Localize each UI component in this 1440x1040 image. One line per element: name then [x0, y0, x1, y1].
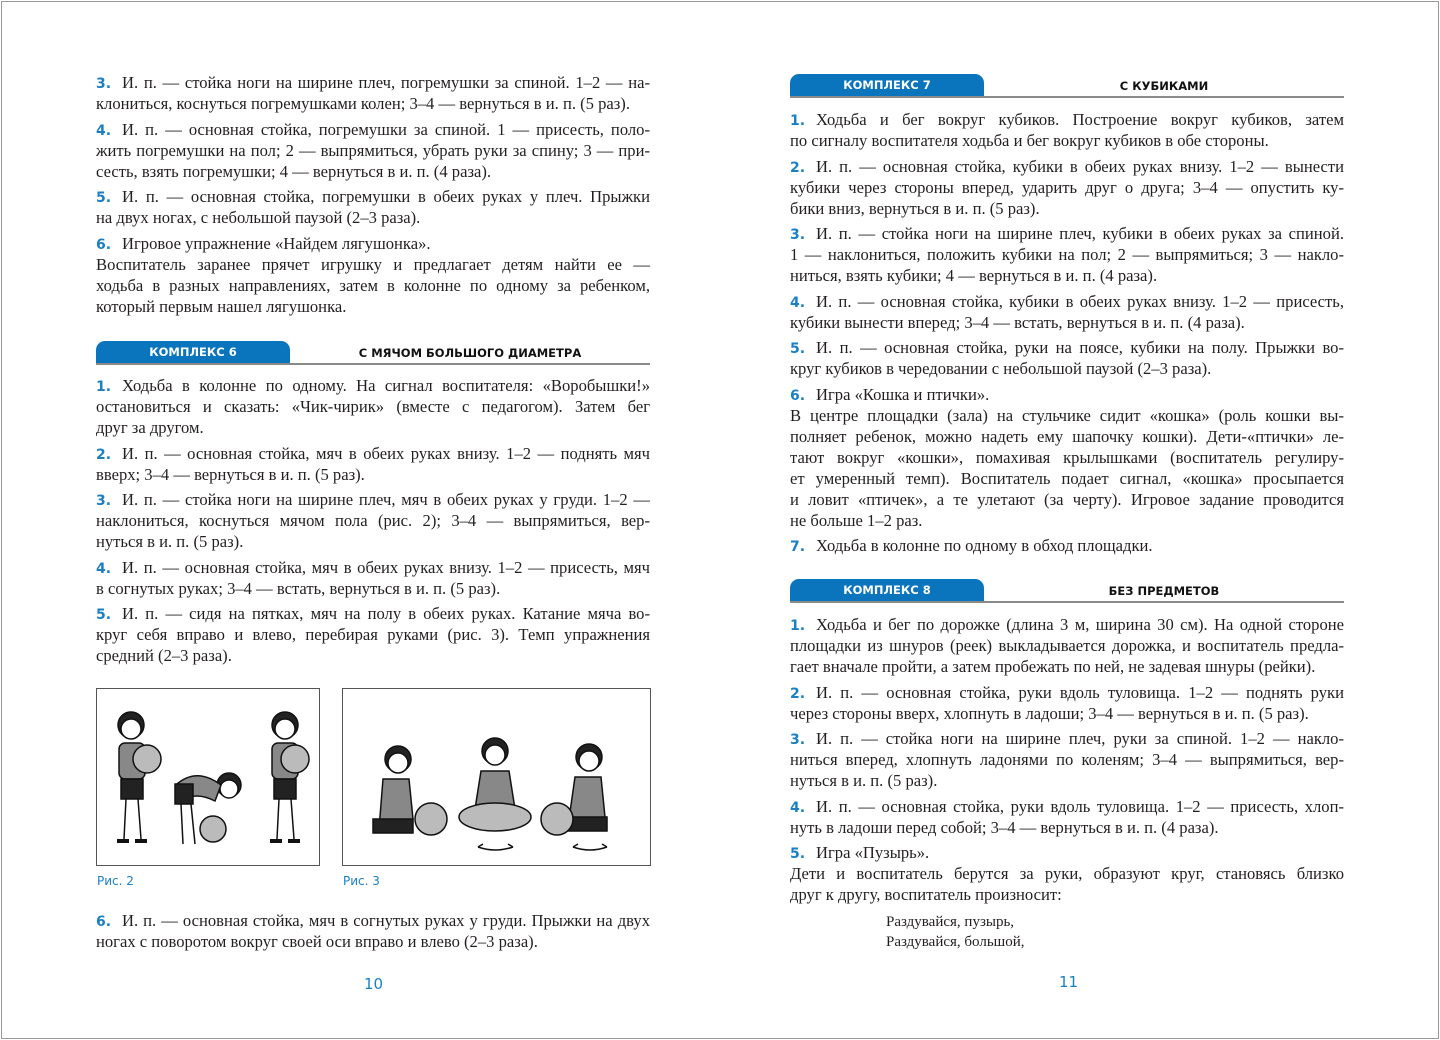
text-line: Воспитатель заранее прячет игрушку и предлагает детям найти ее — — [96, 254, 650, 274]
exercise-item — [96, 233, 650, 254]
text-line: ниться, взять кубики; 4 — вернуться в и. п. (4 раза). — [790, 266, 1158, 285]
text-line: 6. Игра «Кошка и птички». — [790, 384, 1344, 405]
complex-6-header — [96, 341, 650, 365]
text-line: наклониться, коснуться мячом пола (рис. 2); 3–4 — выпрямиться, вер- — [96, 511, 650, 530]
text-line: 2. И. п. — основная стойка, кубики в обеих руках внизу. 1–2 — вынести — [790, 156, 1344, 177]
text-line: жить погремушки на пол; 2 — выпрямиться, убрать руки за спину; 3 — при- — [96, 140, 650, 160]
exercise-item — [96, 489, 650, 552]
exercise-item — [790, 842, 1344, 863]
exercise-item — [96, 443, 650, 485]
text-line: ходьба в разных направлениях, затем в колонне по одному за ребенком, — [96, 275, 650, 295]
exercise-number: 6. — [790, 387, 806, 404]
text-line: бики вниз, вернуться в и. п. (5 раз). — [790, 198, 1040, 218]
text-line: Дети и воспитатель берутся за руки, образуют круг, становясь близко — [790, 864, 1344, 883]
text-line: ногах с поворотом вокруг своей оси вправо и влево (2–3 раза). — [96, 932, 538, 951]
exercise-number: 5. — [96, 607, 112, 623]
exercise-item — [790, 614, 1344, 677]
exercise-item — [790, 728, 1344, 791]
text-line: нуться в и. п. (5 раз). — [790, 771, 938, 790]
text-line: 4. И. п. — основная стойка, кубики в обеих руках внизу. 1–2 — присесть, — [790, 291, 1344, 312]
exercise-number: 3. — [96, 493, 112, 509]
text-line: друг к другу, воспитатель произносит: — [790, 885, 1062, 904]
text-line: нуться в и. п. (5 раз). — [96, 532, 244, 551]
paragraph — [96, 254, 650, 317]
exercise-item — [790, 535, 1344, 556]
text-line: 3. И. п. — стойка ноги на ширине плеч, кубики в обеих руках за спиной. — [790, 223, 1344, 244]
exercise-number: 4. — [790, 799, 806, 816]
text-line: через стороны вверх, хлопнуть в ладоши; 3–4 — вернуться в и. п. (5 раз). — [790, 703, 1309, 723]
exercise-item — [790, 291, 1344, 333]
text-line: 2. И. п. — основная стойка, мяч в обеих руках внизу. 1–2 — поднять мяч — [96, 443, 650, 464]
exercise-number: 1. — [790, 113, 806, 129]
page-number-right: 11 — [1059, 973, 1079, 991]
exercise-item — [96, 603, 650, 666]
exercise-item — [790, 156, 1344, 219]
exercise-number: 2. — [790, 159, 806, 176]
figure-3 — [342, 688, 651, 866]
complex-6-exercises — [96, 375, 650, 671]
text-line: площадки из шнуров (реек) выкладывается дорожка, и воспитатель предла- — [790, 636, 1344, 655]
exercise-item — [790, 337, 1344, 379]
complex-7-header — [790, 74, 1344, 98]
text-line: гает вначале пройти, а затем пробежать по ней, не задевая шнуры (рейки). — [790, 657, 1316, 676]
text-line: 6. И. п. — основная стойка, мяч в согнутых руках у груди. Прыжки на двух — [96, 910, 650, 931]
left-exercises-continued — [96, 72, 650, 321]
text-line: 5. И. п. — основная стойка, погремушки в обеих руках у плеч. Прыжки — [96, 186, 650, 207]
text-line: который первым нашел лягушонка. — [96, 296, 347, 316]
exercise-number: 4. — [96, 122, 112, 139]
exercise-number: 7. — [790, 539, 806, 555]
text-line: 4. И. п. — основная стойка, мяч в обеих руках внизу. 1–2 — присесть, мяч — [96, 557, 650, 578]
poem-line: Раздувайся, большой, — [886, 934, 1025, 950]
exercise-number: 6. — [96, 914, 112, 930]
text-line: клониться, коснуться погремушками колен; 3–4 — вернуться в и. п. (5 раз). — [96, 94, 630, 113]
text-line: сесть, взять погремушки; 4 — вернуться в и. п. (4 раза). — [96, 161, 492, 181]
complex-6-title: С МЯЧОМ БОЛЬШОГО ДИАМЕТРА — [358, 346, 582, 360]
exercise-number: 3. — [790, 227, 806, 243]
exercise-item — [790, 796, 1344, 838]
text-line: на двух ногах, с небольшой паузой (2–3 раза). — [96, 208, 421, 227]
complex-8-exercises — [790, 614, 1344, 910]
text-line: круг себя вправо и влево, перебирая руками (рис. 3). Темп упражнения — [96, 625, 650, 644]
text-line: 5. И. п. — сидя на пятках, мяч на полу в обеих руках. Катание мяча во- — [96, 603, 650, 624]
text-line: тают вокруг «кошки», помахивая крылышками (воспитатель регулиру- — [790, 447, 1344, 467]
text-line: по сигналу воспитателя ходьба и бег вокруг кубиков в обе стороны. — [790, 131, 1269, 150]
exercise-item — [96, 72, 650, 114]
figure-3-caption: Рис. 3 — [343, 874, 380, 888]
text-line: и ловит «птичек», а те улетают (за черту). Игровое задание проводится — [790, 489, 1344, 509]
exercise-number: 5. — [790, 846, 806, 862]
exercise-number: 5. — [96, 190, 112, 206]
complex-6-exercise-6 — [96, 910, 650, 957]
exercise-item — [96, 910, 650, 952]
exercise-number: 4. — [790, 294, 806, 311]
paragraph — [790, 405, 1344, 531]
exercise-number: 3. — [96, 76, 112, 92]
exercise-number: 1. — [96, 379, 112, 395]
complex-7-title: С КУБИКАМИ — [1119, 79, 1209, 93]
figure-2 — [96, 688, 320, 866]
complex-7-tab: КОМПЛЕКС 7 — [790, 74, 984, 96]
text-line: 5. Игра «Пузырь». — [790, 842, 1344, 863]
text-line: средний (2–3 раза). — [96, 646, 232, 665]
text-line: ет умеренный темп). Воспитатель подает сигнал, «кошка» просыпается — [790, 468, 1344, 488]
text-line: 1 — наклониться, положить кубики на пол; 2 — выпрямиться; 3 — накло- — [790, 245, 1344, 264]
text-line: в согнутых руках; 3–4 — встать, вернуться в и. п. (5 раз). — [96, 578, 501, 598]
complex-8-tab: КОМПЛЕКС 8 — [790, 579, 984, 601]
text-line: 3. И. п. — стойка ноги на ширине плеч, руки за спиной. 1–2 — накло- — [790, 728, 1344, 749]
text-line: не больше 1–2 раз. — [790, 510, 923, 530]
text-line: кубики через стороны вперед, ударить друг о друга; 3–4 — опустить ку- — [790, 177, 1344, 197]
exercise-item — [790, 223, 1344, 286]
complex-8-title: БЕЗ ПРЕДМЕТОВ — [1108, 584, 1220, 598]
poem-line: Раздувайся, пузырь, — [886, 914, 1015, 930]
complex-7-exercises — [790, 109, 1344, 561]
figure-2-caption: Рис. 2 — [97, 874, 134, 888]
text-line: 1. Ходьба и бег вокруг кубиков. Построение вокруг кубиков, затем — [790, 109, 1344, 130]
exercise-number: 4. — [96, 560, 112, 577]
exercise-item — [96, 119, 650, 182]
exercise-item — [790, 384, 1344, 405]
poem — [886, 912, 1025, 952]
exercise-number: 2. — [96, 446, 112, 463]
text-line: 4. И. п. — основная стойка, руки вдоль туловища. 1–2 — присесть, хлоп- — [790, 796, 1344, 817]
text-line: 6. Игровое упражнение «Найдем лягушонка». — [96, 233, 650, 254]
text-line: ниться вперед, хлопнуть ладонями по коленям; 3–4 — выпрямиться, вер- — [790, 750, 1344, 769]
text-line: 1. Ходьба и бег по дорожке (длина 3 м, ширина 30 см). На одной стороне — [790, 614, 1344, 635]
exercise-item — [96, 375, 650, 438]
complex-8-header — [790, 579, 1344, 603]
exercise-item — [96, 557, 650, 599]
children-bending-with-ball-illustration — [97, 689, 319, 865]
complex-6-tab: КОМПЛЕКС 6 — [96, 341, 290, 363]
text-line: 3. И. п. — стойка ноги на ширине плеч, погремушки за спиной. 1–2 — на- — [96, 72, 650, 93]
text-line: остановиться и сказать: «Чик-чирик» (вместе с педагогом). Затем бег — [96, 397, 650, 416]
exercise-number: 3. — [790, 732, 806, 748]
children-rolling-ball-illustration — [343, 689, 650, 865]
paragraph — [790, 863, 1344, 905]
text-line: круг кубиков в чередовании с небольшой паузой (2–3 раза). — [790, 359, 1212, 378]
exercise-number: 5. — [790, 341, 806, 357]
text-line: 4. И. п. — основная стойка, погремушки за спиной. 1 — присесть, поло- — [96, 119, 650, 140]
exercise-number: 1. — [790, 618, 806, 634]
page-number-left: 10 — [364, 975, 384, 993]
text-line: вверх; 3–4 — вернуться в и. п. (5 раз). — [96, 464, 365, 484]
text-line: В центре площадки (зала) на стульчике сидит «кошка» (роль кошки вы- — [790, 405, 1344, 425]
text-line: 1. Ходьба в колонне по одному. На сигнал воспитателя: «Воробышки!» — [96, 375, 650, 396]
text-line: 5. И. п. — основная стойка, руки на поясе, кубики на полу. Прыжки во- — [790, 337, 1344, 358]
exercise-number: 2. — [790, 685, 806, 702]
text-line: 3. И. п. — стойка ноги на ширине плеч, мяч в обеих руках у груди. 1–2 — — [96, 489, 650, 510]
text-line: нуть в ладоши перед собой; 3–4 — вернуться в и. п. (4 раза). — [790, 817, 1219, 837]
exercise-item — [790, 109, 1344, 151]
exercise-item — [790, 682, 1344, 724]
text-line: 7. Ходьба в колонне по одному в обход площадки. — [790, 535, 1344, 556]
text-line: полняет ребенок, можно надеть ему шапочку кошки). Дети-«птички» ле- — [790, 426, 1344, 446]
exercise-item — [96, 186, 650, 228]
text-line: кубики вынести вперед; 3–4 — встать, вернуться в и. п. (4 раза). — [790, 312, 1245, 332]
exercise-number: 6. — [96, 236, 112, 253]
text-line: друг за другом. — [96, 418, 204, 437]
text-line: 2. И. п. — основная стойка, руки вдоль туловища. 1–2 — поднять руки — [790, 682, 1344, 703]
